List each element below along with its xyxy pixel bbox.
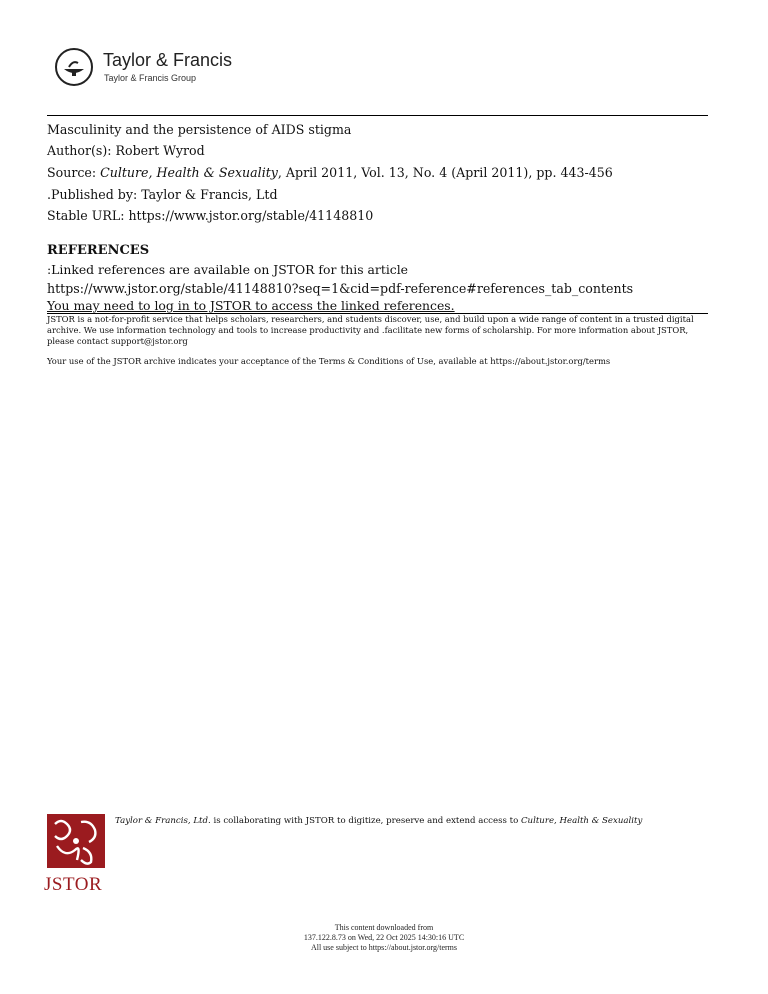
collaboration-note xyxy=(115,816,715,827)
collab-middle: is collaborating with JSTOR to digitize, preserve and extend access to xyxy=(210,816,521,826)
jstor-about-text: JSTOR is a not-for-profit service that helps scholars, researchers, and students discover, use, and build upon a wide range of content in a trusted digital archive. We use information technology and tools to increase productivity and .facilitate new forms of scholarship. For more information about JSTOR, please contact support@jstor.org xyxy=(47,314,694,346)
article-source xyxy=(47,165,613,180)
lamp-icon xyxy=(55,48,93,86)
references-note: :Linked references are available on JSTOR for this article xyxy=(47,262,409,277)
source-prefix: Source: xyxy=(47,165,101,180)
references-link[interactable]: https://www.jstor.org/stable/41148810?seq=1&cid=pdf-reference#references_tab_contents xyxy=(47,281,634,296)
jstor-logo-word: JSTOR xyxy=(44,874,103,895)
collab-journal: Culture, Health & Sexuality xyxy=(520,816,643,826)
publisher-logo-name: Taylor & Francis xyxy=(103,50,233,70)
source-journal: Culture, Health & Sexuality xyxy=(100,165,278,180)
download-footer xyxy=(0,923,768,953)
publisher-logo xyxy=(55,46,245,92)
article-title: Masculinity and the persistence of AIDS stigma xyxy=(47,122,352,137)
login-note: You may need to log in to JSTOR to access the linked references. xyxy=(47,298,455,313)
top-divider xyxy=(47,115,708,116)
footer-line-2: 137.122.8.73 on Wed, 22 Oct 2025 14:30:16 UTC xyxy=(303,933,465,942)
references-heading: REFERENCES xyxy=(47,243,150,258)
source-suffix: , April 2011, Vol. 13, No. 4 (April 2011), pp. 443-456 xyxy=(277,165,613,180)
publisher-logo-group: Taylor & Francis Group xyxy=(104,73,197,83)
stable-url[interactable]: Stable URL: https://www.jstor.org/stable/41148810 xyxy=(47,208,374,223)
article-author: Author(s): Robert Wyrod xyxy=(47,143,205,158)
collab-publisher: Taylor & Francis, Ltd. xyxy=(115,816,211,826)
published-by: .Published by: Taylor & Francis, Ltd xyxy=(47,187,278,202)
footer-line-3: All use subject to https://about.jstor.org/terms xyxy=(310,943,458,952)
terms-note: Your use of the JSTOR archive indicates your acceptance of the Terms & Conditions of Use, available at https://about.jstor.org/terms xyxy=(47,356,611,366)
jstor-emblem-icon xyxy=(47,814,105,868)
footer-line-1: This content downloaded from xyxy=(334,923,434,932)
